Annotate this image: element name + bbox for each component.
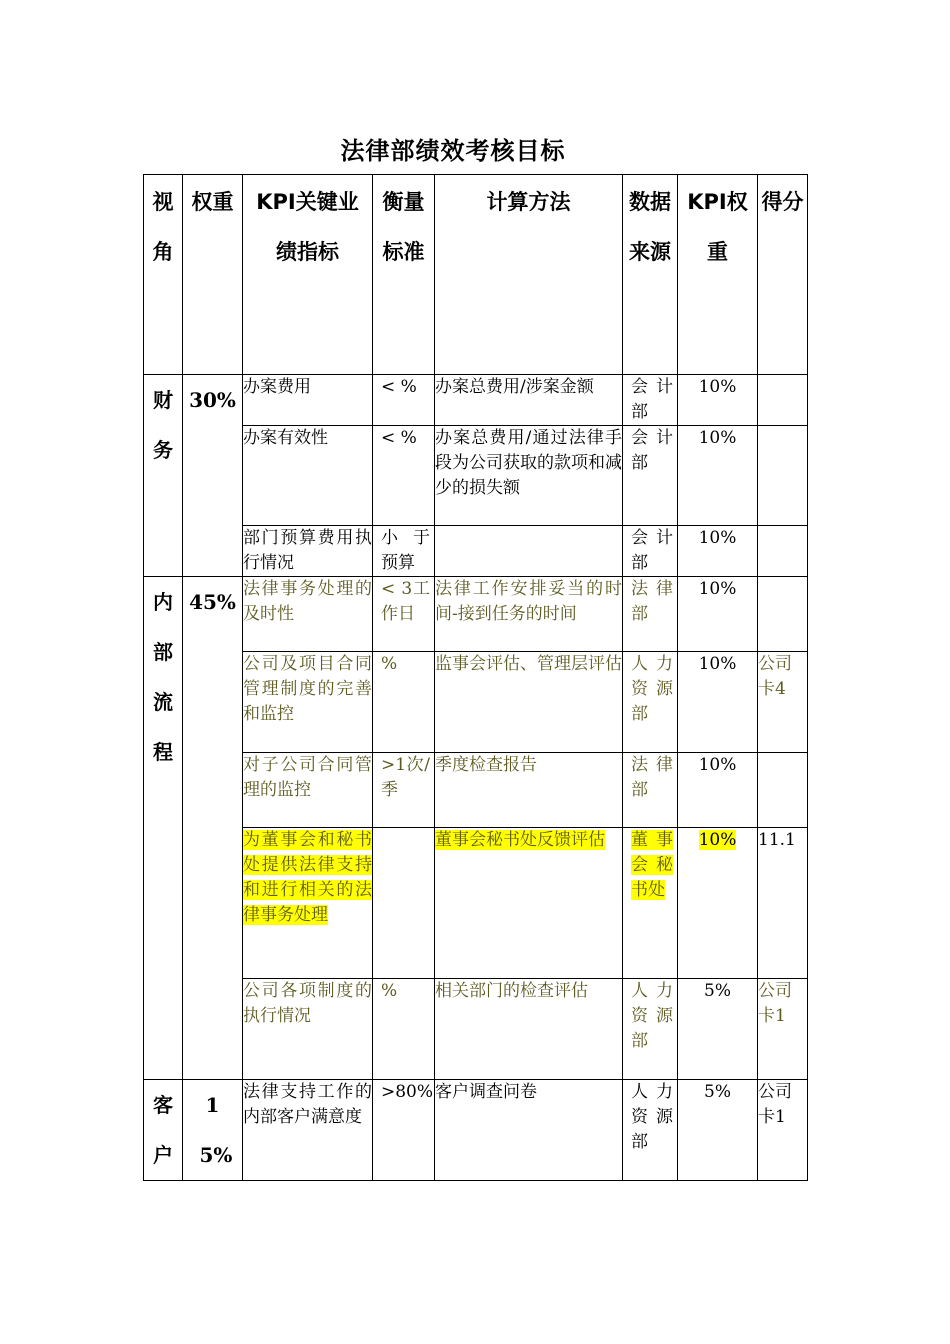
standard-cell: < 3工作日	[373, 577, 435, 652]
kpi-weight-cell: 10%	[678, 375, 758, 426]
header-kpi: KPI关键业绩指标	[243, 175, 373, 375]
table-row	[144, 426, 808, 526]
kpi-cell: 法律事务处理的及时性	[243, 577, 373, 652]
kpi-cell: 部门预算费用执行情况	[243, 526, 373, 577]
table-row	[144, 375, 808, 426]
standard-cell	[373, 828, 435, 979]
kpi-weight-cell: 10%	[678, 577, 758, 652]
kpi-weight-cell: 5%	[678, 979, 758, 1080]
highlighted-text: 董事会秘书处反馈评估	[435, 830, 605, 850]
method-cell: 办案总费用/通过法律手段为公司获取的款项和减少的损失额	[435, 426, 623, 526]
source-cell: 法律部	[623, 753, 678, 828]
source-cell: 人力资源部	[623, 1080, 678, 1181]
table-row	[144, 1080, 808, 1181]
kpi-cell: 公司各项制度的执行情况	[243, 979, 373, 1080]
kpi-weight-cell: 10%	[678, 753, 758, 828]
header-perspective: 视角	[144, 175, 183, 375]
kpi-cell: 对子公司合同管理的监控	[243, 753, 373, 828]
standard-cell: 小于预算	[373, 526, 435, 577]
standard-cell: %	[373, 979, 435, 1080]
source-cell: 人力资源部	[623, 979, 678, 1080]
method-cell	[435, 828, 623, 979]
source-cell: 会计部	[623, 526, 678, 577]
table-row	[144, 753, 808, 828]
source-cell: 人力资源部	[623, 652, 678, 753]
source-cell: 会计部	[623, 375, 678, 426]
standard-cell: < %	[373, 375, 435, 426]
highlighted-text: 为董事会和秘书处提供法律支持和进行相关的法律事务处理	[243, 830, 372, 925]
method-cell: 季度检查报告	[435, 753, 623, 828]
score-cell	[758, 526, 808, 577]
score-cell	[758, 577, 808, 652]
kpi-weight-cell	[678, 828, 758, 979]
page-title: 法律部绩效考核目标	[340, 137, 566, 165]
table-row	[144, 526, 808, 577]
score-cell: 公司卡1	[758, 1080, 808, 1181]
score-cell: 11.1	[758, 828, 808, 979]
header-standard: 衡量标准	[373, 175, 435, 375]
table-row	[144, 828, 808, 979]
table-row	[144, 979, 808, 1080]
standard-cell: >80%	[373, 1080, 435, 1181]
score-cell	[758, 753, 808, 828]
group-customer: 客户	[144, 1080, 183, 1181]
group-finance: 财务	[144, 375, 183, 577]
kpi-cell: 办案有效性	[243, 426, 373, 526]
method-cell: 相关部门的检查评估	[435, 979, 623, 1080]
highlighted-text: 董事会秘书处	[631, 830, 673, 900]
kpi-weight-cell: 10%	[678, 526, 758, 577]
group-customer-weight: 15%	[183, 1080, 243, 1181]
kpi-weight-cell: 10%	[678, 652, 758, 753]
header-source: 数据来源	[623, 175, 678, 375]
header-method: 计算方法	[435, 175, 623, 375]
kpi-weight-cell: 10%	[678, 426, 758, 526]
score-cell: 公司卡4	[758, 652, 808, 753]
table-row	[144, 577, 808, 652]
header-score: 得分	[758, 175, 808, 375]
group-internal-process: 内部流程	[144, 577, 183, 1080]
kpi-cell: 公司及项目合同管理制度的完善和监控	[243, 652, 373, 753]
source-cell	[623, 828, 678, 979]
method-cell: 法律工作安排妥当的时间-接到任务的时间	[435, 577, 623, 652]
kpi-cell: 法律支持工作的内部客户满意度	[243, 1080, 373, 1181]
method-cell: 监事会评估、管理层评估	[435, 652, 623, 753]
source-cell: 法律部	[623, 577, 678, 652]
method-cell	[435, 526, 623, 577]
standard-cell: %	[373, 652, 435, 753]
highlighted-text: 10%	[698, 830, 737, 850]
table-row	[144, 652, 808, 753]
kpi-table	[143, 174, 808, 1181]
method-cell: 客户调查问卷	[435, 1080, 623, 1181]
method-cell: 办案总费用/涉案金额	[435, 375, 623, 426]
score-cell: 公司卡1	[758, 979, 808, 1080]
score-cell	[758, 375, 808, 426]
source-cell: 会计部	[623, 426, 678, 526]
header-weight: 权重	[183, 175, 243, 375]
kpi-cell	[243, 828, 373, 979]
kpi-cell: 办案费用	[243, 375, 373, 426]
score-cell	[758, 426, 808, 526]
group-finance-weight: 30%	[183, 375, 243, 577]
standard-cell: >1次/季	[373, 753, 435, 828]
header-kpi-weight: KPI权重	[678, 175, 758, 375]
standard-cell: < %	[373, 426, 435, 526]
kpi-weight-cell: 5%	[678, 1080, 758, 1181]
header-row	[144, 175, 808, 375]
group-internal-process-weight: 45%	[183, 577, 243, 1080]
